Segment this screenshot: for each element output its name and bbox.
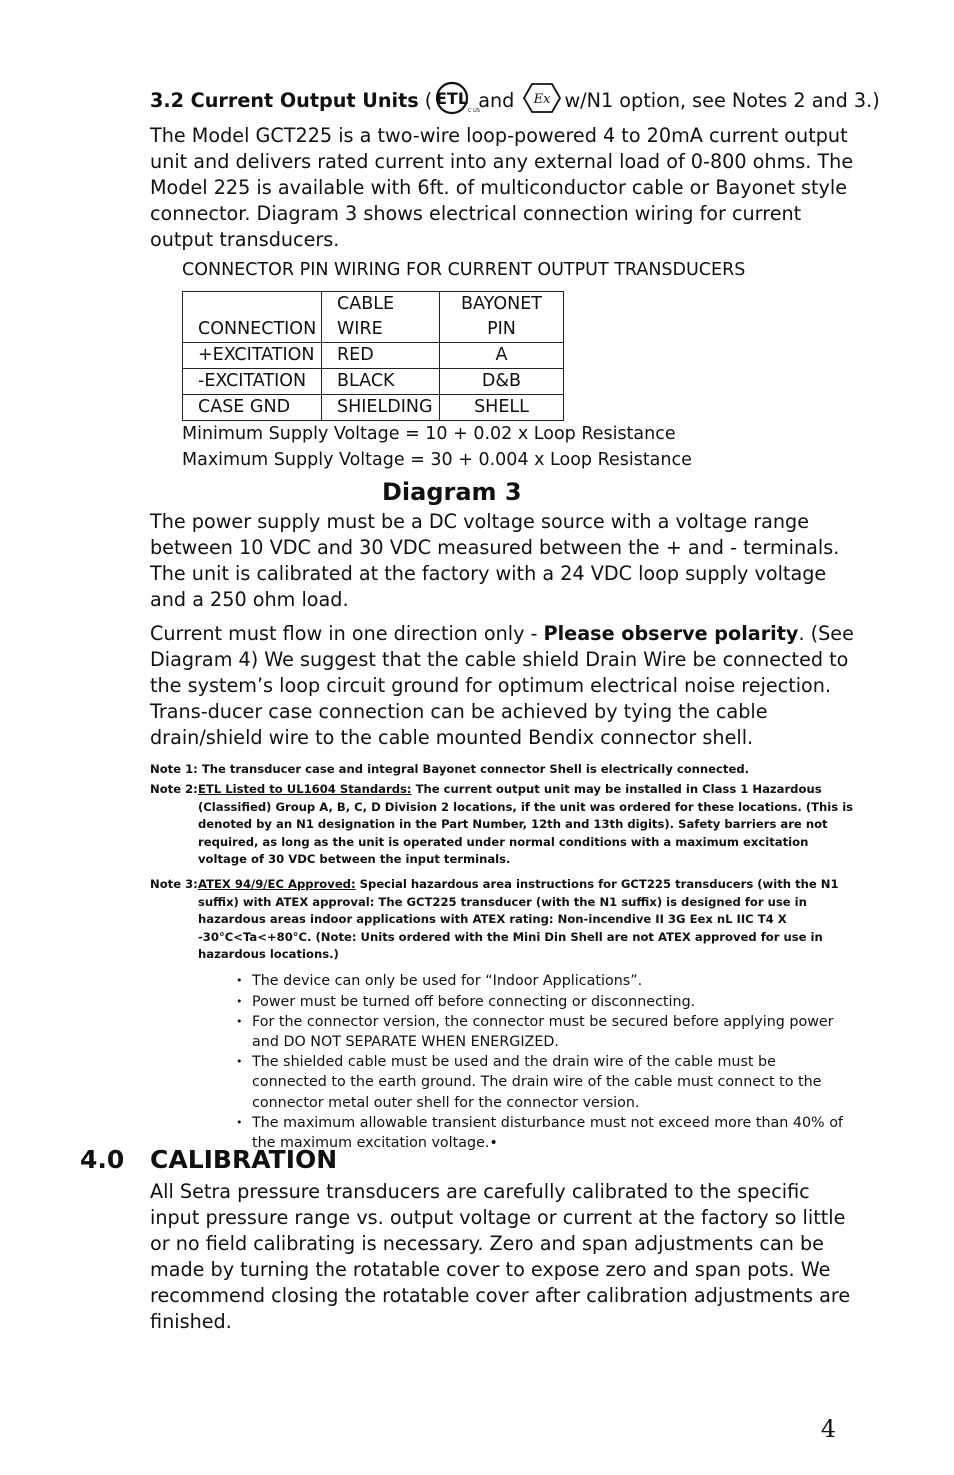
section-3-2-paragraph: The Model GCT225 is a two-wire loop-powered 4 to 20mA current output unit and delivers rated current into any external load of 0-800 ohms. The Model 225 is available with 6ft. of multiconductor cable or Bayonet style connector. Diagram 3 shows electrical connection wiring for current output transducers.: [150, 124, 854, 251]
atex-instructions-list: [236, 971, 855, 1153]
min-supply-voltage: Minimum Supply Voltage = 10 + 0.02 x Loop Resistance: [182, 424, 676, 444]
calibration-section: [150, 1179, 855, 1335]
section-number: 4.0: [80, 1145, 125, 1174]
table-cell: +EXCITATION: [183, 343, 322, 369]
connector-pin-wiring-table: [182, 291, 564, 421]
list-item: • The shielded cable must be used and the drain wire of the cable must be connected to the earth ground. The drain wire of the cable must connect to the connector metal outer shell for the connector version.: [236, 1052, 855, 1113]
svg-text:Ex: Ex: [534, 92, 551, 107]
table-cell: CASE GND: [183, 395, 322, 421]
list-item: • Power must be turned off before connecting or disconnecting.: [236, 992, 855, 1012]
table-row: [183, 369, 564, 395]
table-row: [183, 343, 564, 369]
polarity-paragraph: Current must flow in one direction only - Please observe polarity. (See Diagram 4) We suggest that the cable shield Drain Wire be connected to the system’s loop circuit ground for optimum electrical noise rejection. Trans-ducer case connection can be achieved by tying the cable drain/shield wire to the cable mounted Bendix connector shell.: [150, 622, 854, 749]
table-cell: SHELL: [440, 395, 564, 421]
header-bayonet-pin: BAYONET PIN: [440, 292, 564, 343]
note-2: Note 2: ETL Listed to UL1604 Standards: The current output unit may be installed in Class 1 Hazardous (Classified) Group A, B, C, D Division 2 locations, if the unit was ordered for these locations. (This is denoted by an N1 designation in the Part Number, 12th and 13th digits). Safety barriers are not required, as long as the unit is operated under normal conditions with a maximum excitation voltage of 30 VDC between the input terminals.: [150, 782, 854, 867]
table-cell: A: [440, 343, 564, 369]
diagram-3-title: Diagram 3: [382, 478, 522, 506]
table-row: [183, 395, 564, 421]
header-connection: CONNECTION: [183, 292, 322, 343]
open-paren: (: [418, 89, 433, 112]
list-item: • The device can only be used for “Indoor Applications”.: [236, 971, 855, 991]
svg-text:C US: C US: [468, 108, 481, 114]
etl-listed-icon: [434, 82, 481, 123]
header-cable-wire: CABLE WIRE: [322, 292, 440, 343]
table-header-row: [183, 292, 564, 343]
section-3-2-title-tail: w/N1 option, see Notes 2 and 3.): [564, 89, 880, 112]
svg-text:ETL: ETL: [436, 89, 469, 108]
atex-approval-label: ATEX 94/9/EC Approved:: [198, 877, 356, 892]
section-3-2-heading: [150, 82, 880, 123]
calibration-paragraph: All Setra pressure transducers are carefully calibrated to the specific input pressure range vs. output voltage or current at the factory so little or no field calibrating is necessary. Zero and span adjustments can be made by turning the rotatable cover to expose zero and span pots. We recommend closing the rotatable cover after calibration adjustments are finished.: [150, 1180, 851, 1333]
note-3: Note 3: ATEX 94/9/EC Approved: Special hazardous area instructions for GCT225 transducers (with the N1 suffix) with ATEX approval: The GCT225 transducer (with the N1 suffix) is designed for use in hazardous areas indoor applications with ATEX rating: Non-incendive II 3G Eex nL IIC T4 X -30°C<Ta<+80°C. (Note: Units ordered with the Mini Din Shell are not ATEX approved for use in hazardous locations.): [150, 877, 839, 962]
and-text: and: [478, 89, 515, 112]
list-item: • The maximum allowable transient disturbance must not exceed more than 40% of the maximum excitation voltage.•: [236, 1113, 855, 1153]
table-cell: BLACK: [322, 369, 440, 395]
note-1: Note 1: The transducer case and integral Bayonet connector Shell is electrically connected.: [150, 762, 750, 776]
section-title: CALIBRATION: [150, 1145, 338, 1174]
table-cell: D&B: [440, 369, 564, 395]
polarity-warning: Please observe polarity: [543, 622, 799, 645]
max-supply-voltage: Maximum Supply Voltage = 30 + 0.004 x Loop Resistance: [182, 450, 692, 470]
calibration-heading: [80, 1143, 337, 1177]
wiring-table-title: CONNECTOR PIN WIRING FOR CURRENT OUTPUT TRANSDUCERS: [182, 260, 746, 280]
section-3-2-title: 3.2 Current Output Units: [150, 89, 419, 112]
atex-ex-icon: [522, 82, 562, 123]
etl-listing-label: ETL Listed to UL1604 Standards:: [198, 782, 412, 797]
list-item: • For the connector version, the connector must be secured before applying power and DO NOT SEPARATE WHEN ENERGIZED.: [236, 1012, 855, 1052]
table-cell: RED: [322, 343, 440, 369]
power-supply-paragraph: The power supply must be a DC voltage source with a voltage range between 10 VDC and 30 VDC measured between the + and - terminals. The unit is calibrated at the factory with a 24 VDC loop supply voltage and a 250 ohm load.: [150, 510, 840, 611]
table-cell: -EXCITATION: [183, 369, 322, 395]
table-cell: SHIELDING: [322, 395, 440, 421]
notes-block: [150, 761, 855, 963]
page-number: 4: [820, 1415, 836, 1443]
main-content: [150, 82, 880, 1153]
